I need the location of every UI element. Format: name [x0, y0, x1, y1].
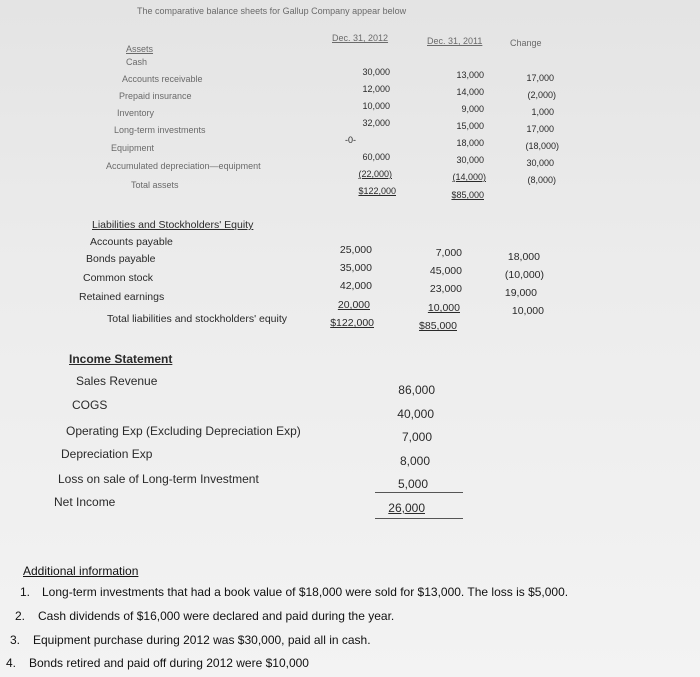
col-header-change: Change: [510, 38, 542, 48]
prepaid-2011: 9,000: [461, 104, 484, 114]
total-liab-equity-2011: $85,000: [419, 320, 457, 332]
cash-2012: 30,000: [362, 67, 390, 77]
row-label-total-liab-equity: Total liabilities and stockholders' equity: [107, 313, 288, 325]
inventory-2012: 32,000: [362, 118, 390, 128]
additional-num-3: 3.: [10, 633, 21, 647]
sales-value: 86,000: [398, 383, 435, 397]
retained-earnings-change: 10,000: [511, 305, 544, 317]
dep-exp-value: 8,000: [399, 454, 430, 468]
cash-change: 17,000: [526, 73, 554, 83]
bonds-2011: 45,000: [429, 265, 462, 277]
cogs-value: 40,000: [397, 407, 434, 421]
equipment-2012: 60,000: [362, 152, 390, 162]
accum-dep-change: (8,000): [527, 175, 556, 185]
ap-2012: 25,000: [339, 244, 372, 256]
row-label-dep-exp: Depreciation Exp: [61, 447, 153, 461]
row-label-total-assets: Total assets: [131, 180, 179, 190]
total-assets-2012: $122,000: [358, 186, 396, 196]
additional-item-4: Bonds retired and paid off during 2012 were $10,000: [29, 656, 309, 670]
prepaid-2012: 10,000: [362, 101, 390, 111]
additional-num-4: 4.: [6, 656, 17, 670]
additional-item-3: Equipment purchase during 2012 was $30,000, paid all in cash.: [33, 633, 371, 647]
row-label-ar: Accounts receivable: [122, 74, 203, 84]
bonds-2012: 35,000: [339, 262, 372, 274]
income-heading: Income Statement: [69, 352, 173, 366]
equipment-2011: 30,000: [456, 155, 484, 165]
row-label-bonds: Bonds payable: [86, 253, 156, 265]
subtotal-rule: [375, 492, 463, 493]
total-liab-equity-2012: $122,000: [330, 317, 374, 329]
assets-heading: Assets: [126, 44, 154, 54]
inventory-change: 17,000: [526, 124, 554, 134]
additional-item-1: Long-term investments that had a book value of $18,000 were sold for $13,000. The loss is $5,000.: [42, 585, 569, 599]
opex-value: 7,000: [401, 430, 432, 444]
row-label-ap: Accounts payable: [90, 236, 173, 248]
ap-change: 18,000: [507, 251, 540, 263]
retained-earnings-2012: 20,000: [337, 299, 370, 311]
lti-2012: -0-: [345, 135, 356, 145]
total-assets-2011: $85,000: [451, 190, 484, 200]
row-label-lti: Long-term investments: [114, 125, 206, 135]
row-label-prepaid: Prepaid insurance: [119, 91, 192, 101]
loss-sale-value: 5,000: [397, 477, 428, 491]
additional-num-1: 1.: [20, 585, 31, 599]
net-income-value: 26,000: [388, 501, 425, 515]
ar-change: (2,000): [527, 90, 556, 100]
col-header-2012: Dec. 31, 2012: [332, 33, 389, 43]
row-label-cash: Cash: [126, 57, 148, 67]
liabilities-heading: Liabilities and Stockholders' Equity: [92, 219, 254, 231]
common-stock-2011: 23,000: [429, 283, 462, 295]
row-label-loss-sale: Loss on sale of Long-term Investment: [58, 472, 259, 486]
row-label-opex: Operating Exp (Excluding Depreciation Exp): [66, 424, 301, 438]
accum-dep-2012: (22,000): [358, 169, 392, 179]
lti-2011: 18,000: [456, 138, 484, 148]
row-label-cogs: COGS: [72, 398, 108, 412]
row-label-accum-dep: Accumulated depreciation—equipment: [106, 161, 261, 171]
retained-earnings-2011: 10,000: [427, 302, 460, 314]
prepaid-change: 1,000: [531, 107, 554, 117]
row-label-retained-earnings: Retained earnings: [79, 291, 165, 303]
additional-item-2: Cash dividends of $16,000 were declared and paid during the year.: [38, 609, 395, 623]
additional-heading: Additional information: [23, 564, 139, 578]
inventory-2011: 15,000: [456, 121, 484, 131]
equipment-change: 30,000: [526, 158, 554, 168]
row-label-inventory: Inventory: [117, 108, 155, 118]
row-label-common-stock: Common stock: [83, 272, 154, 284]
intro-text: The comparative balance sheets for Gallup Company appear below: [137, 6, 407, 16]
common-stock-change: 19,000: [504, 287, 537, 299]
row-label-net-income: Net Income: [54, 495, 116, 509]
net-income-rule: [375, 518, 463, 519]
bonds-change: (10,000): [504, 269, 544, 281]
col-header-2011: Dec. 31, 2011: [427, 36, 483, 46]
ap-2011: 7,000: [435, 247, 462, 259]
row-label-equipment: Equipment: [111, 143, 155, 153]
common-stock-2012: 42,000: [339, 280, 372, 292]
ar-2012: 12,000: [362, 84, 390, 94]
row-label-sales: Sales Revenue: [76, 374, 158, 388]
additional-num-2: 2.: [15, 609, 26, 623]
accum-dep-2011: (14,000): [452, 172, 486, 182]
lti-change: (18,000): [525, 141, 559, 151]
ar-2011: 14,000: [456, 87, 484, 97]
cash-2011: 13,000: [456, 70, 484, 80]
